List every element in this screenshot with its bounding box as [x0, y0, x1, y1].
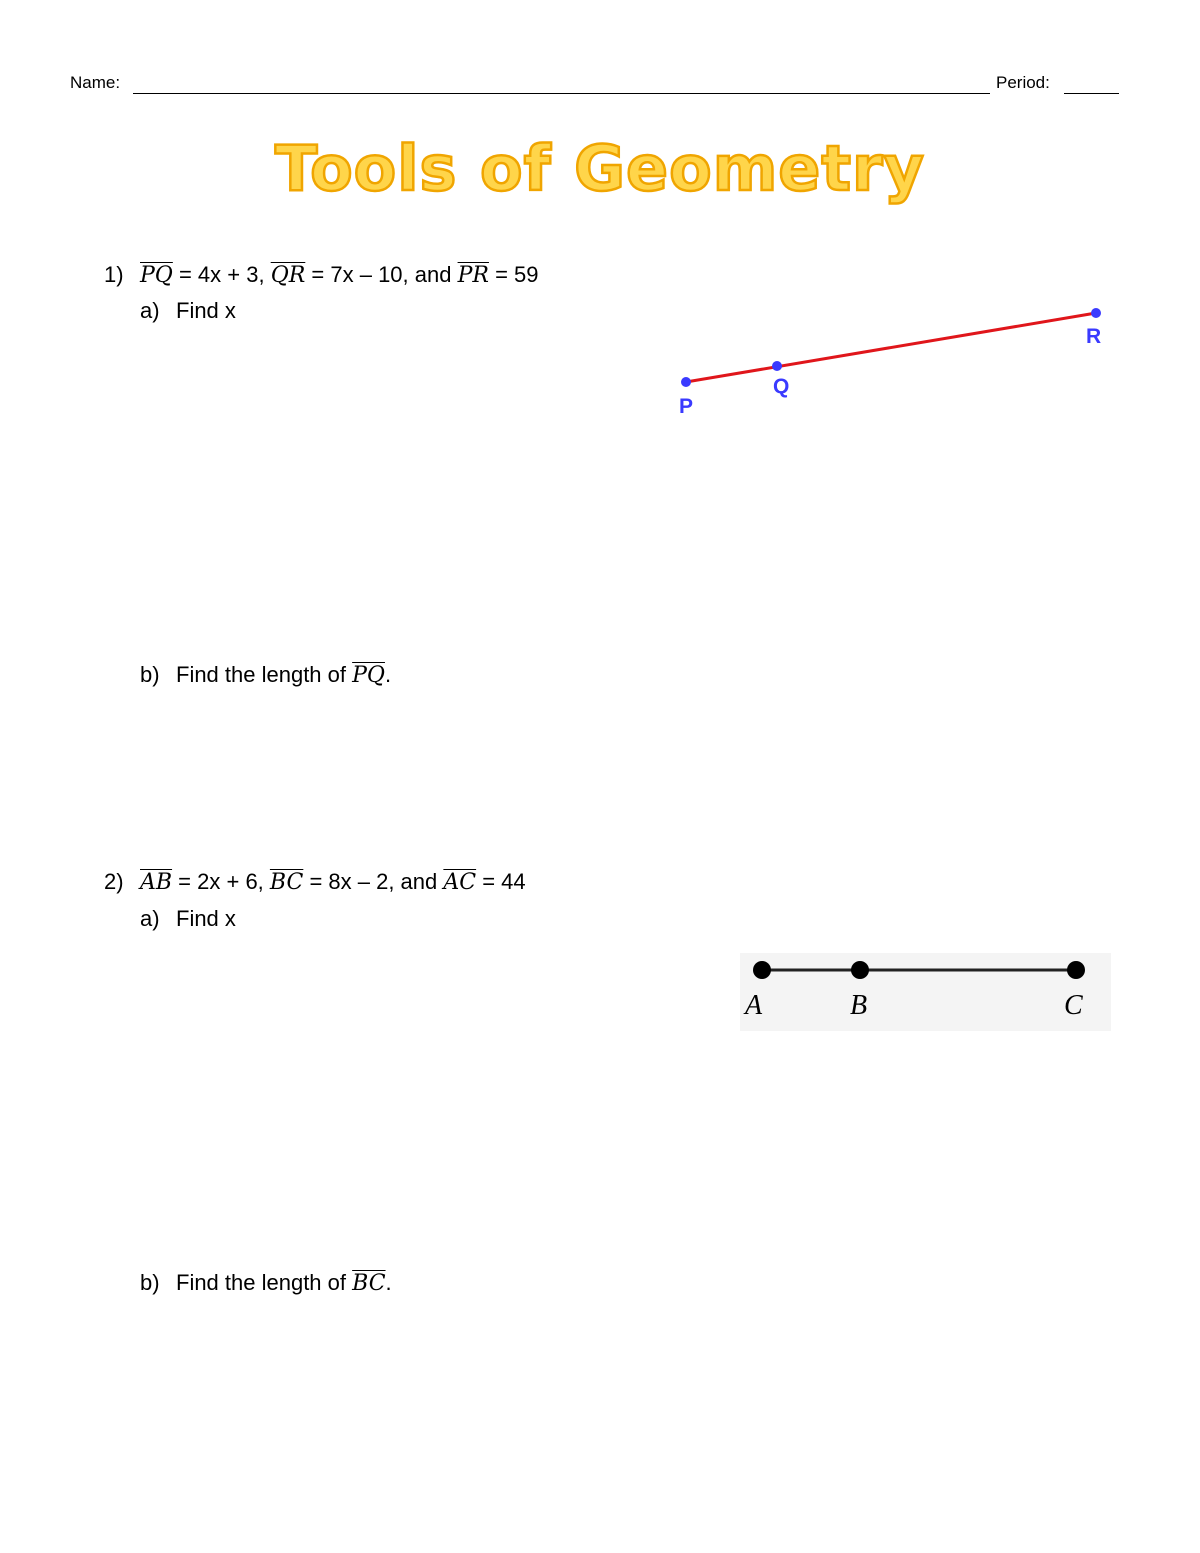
point-r: [1091, 308, 1101, 318]
point-b: [851, 961, 869, 979]
problem-2-number: 2): [104, 869, 124, 894]
problem-2-part-a: [140, 906, 236, 932]
segment-bc: $\overline{BC}$: [269, 870, 304, 895]
expression-ac: = 44: [476, 869, 526, 894]
part-b-text: Find the length of: [176, 1270, 353, 1295]
label-a: A: [745, 990, 763, 1021]
part-b-text: Find the length of: [176, 662, 353, 687]
problem-2-part-b: [140, 1270, 392, 1297]
label-r: R: [1086, 325, 1102, 348]
segment-ac: $\overline{AC}$: [443, 870, 477, 895]
segment-pq: $\overline{PQ}$: [140, 263, 173, 288]
period-label: Period:: [996, 73, 1050, 92]
name-field-line[interactable]: [133, 93, 990, 94]
segment-qr: $\overline{QR}$: [270, 263, 306, 288]
figure-abc-background: [740, 953, 1111, 1031]
part-b-segment: $\overline{BC}$: [352, 1271, 386, 1296]
problem-1-part-b: [140, 662, 391, 689]
label-c: C: [1064, 990, 1083, 1021]
label-q: Q: [773, 375, 790, 398]
page-title: Tools of Geometry: [275, 132, 925, 205]
problem-1-number: 1): [104, 262, 124, 287]
part-b-segment: $\overline{PQ}$: [352, 663, 385, 688]
point-c: [1067, 961, 1085, 979]
problem-1-part-a: [140, 298, 236, 324]
point-q: [772, 361, 782, 371]
part-b-letter: b): [140, 662, 160, 687]
part-b-letter: b): [140, 1270, 160, 1295]
part-a-letter: a): [140, 298, 160, 323]
expression-pr: = 59: [488, 262, 539, 287]
part-a-letter: a): [140, 906, 160, 931]
part-b-end: .: [384, 662, 392, 687]
expression-qr: = 7x – 10, and: [305, 262, 458, 287]
label-b: B: [850, 990, 868, 1021]
problem-2-statement: [104, 869, 526, 896]
point-p: [681, 377, 691, 387]
part-a-text: Find x: [176, 298, 236, 323]
name-label: Name:: [70, 73, 121, 92]
expression-pq: = 4x + 3,: [172, 262, 271, 287]
problem-1-statement: [104, 262, 539, 289]
part-b-end: .: [385, 1270, 392, 1295]
expression-ab: = 2x + 6,: [172, 869, 270, 894]
point-a: [753, 961, 771, 979]
figure-pqr: [660, 295, 1120, 430]
part-a-text: Find x: [176, 906, 236, 931]
segment-pr: $\overline{PR}$: [457, 263, 489, 288]
label-p: P: [679, 395, 694, 418]
period-field-line[interactable]: [1064, 93, 1119, 94]
expression-bc: = 8x – 2, and: [303, 869, 444, 894]
segment-ab: $\overline{AB}$: [140, 870, 173, 895]
figure-abc: [740, 953, 1111, 1031]
segment-pr-line: [686, 313, 1096, 382]
